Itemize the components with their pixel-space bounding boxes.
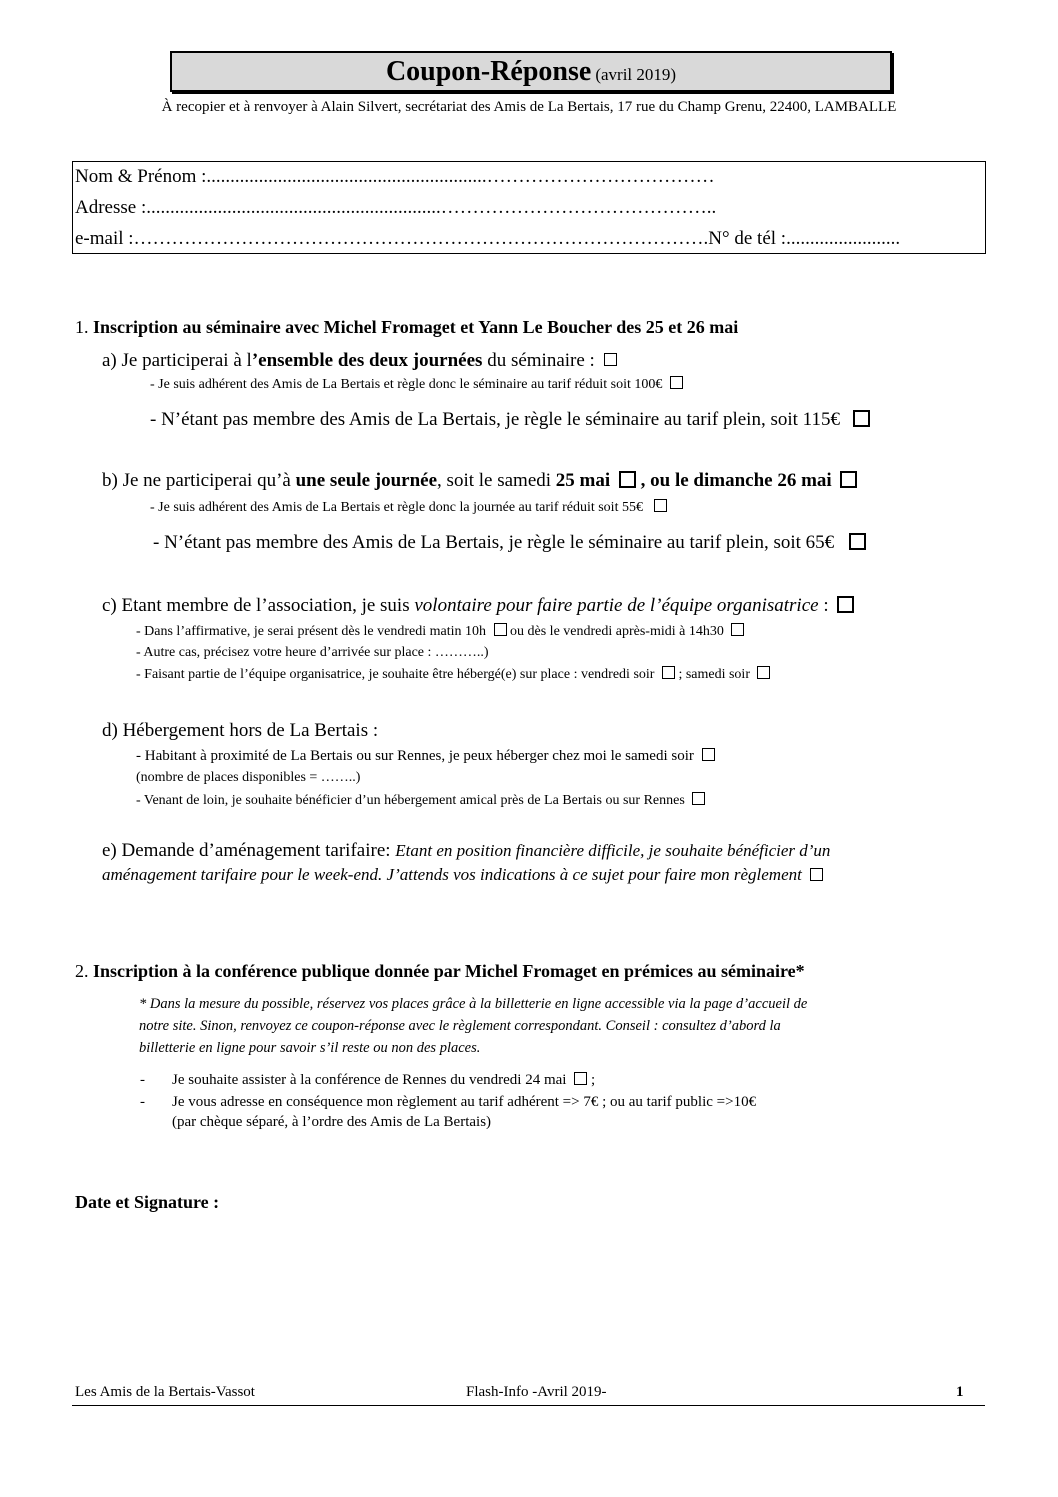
option-a2: - N’étant pas membre des Amis de La Bertais, je règle le séminaire au tarif plein, soit 115€ — [150, 409, 870, 431]
email-phone-field[interactable]: e-mail :……………………………………………………………………………….N° de tél :........................ — [75, 228, 901, 249]
checkbox-conference[interactable] — [574, 1072, 587, 1085]
option-b1: - Je suis adhérent des Amis de La Bertais et règle donc la journée au tarif réduit soit 55€ — [150, 500, 667, 516]
title-box — [170, 51, 892, 92]
option-d1b: (nombre de places disponibles = ……..) — [136, 770, 361, 785]
title-date: (avril 2019) — [595, 65, 677, 84]
note-line3: billetterie en ligne pour savoir s’il reste ou non des places. — [139, 1040, 481, 1056]
option-c2: - Autre cas, précisez votre heure d’arrivée sur place : ………..) — [136, 645, 489, 660]
checkbox-need-lodging[interactable] — [692, 792, 705, 805]
conference-item2b: (par chèque séparé, à l’ordre des Amis de La Bertais) — [172, 1114, 492, 1130]
section1-title: Inscription au séminaire avec Michel Fromaget et Yann Le Boucher des 25 et 26 mai — [93, 317, 739, 337]
footer-divider — [72, 1405, 985, 1406]
dash-2: - — [140, 1094, 145, 1110]
identity-box — [72, 161, 986, 254]
footer-center: Flash-Info -Avril 2019- — [466, 1384, 607, 1400]
option-e-line1: e) Demande d’aménagement tarifaire: Etant en position financière difficile, je souhaite bénéficier d’un — [102, 840, 831, 861]
option-c-line: c) Etant membre de l’association, je suis volontaire pour faire partie de l’équipe organisatrice : — [102, 595, 854, 617]
checkbox-sunday[interactable] — [840, 471, 857, 488]
option-b2: - N’étant pas membre des Amis de La Bertais, je règle le séminaire au tarif plein, soit 65€ — [153, 532, 866, 554]
return-address: À recopier et à renvoyer à Alain Silvert, secrétariat des Amis de La Bertais, 17 rue du Champ Grenu, 22400, LAMBALLE — [161, 99, 897, 115]
option-a-line: a) Je participerai à l’ensemble des deux journées du séminaire : — [102, 350, 617, 372]
checkbox-b-full[interactable] — [849, 533, 866, 550]
address-field[interactable]: Adresse :..............................................................…………………………………….. — [75, 197, 717, 218]
option-d2: - Venant de loin, je souhaite bénéficier d’un hébergement amical près de La Bertais ou sur Rennes — [136, 793, 705, 809]
signature-label: Date et Signature : — [75, 1192, 220, 1212]
note-line2: notre site. Sinon, renvoyez ce coupon-réponse avec le règlement correspondant. Conseil : consultez d’abord la — [139, 1018, 781, 1034]
dash-1: - — [140, 1072, 145, 1088]
option-e-line2: aménagement tarifaire pour le week-end. J’attends vos indications à ce sujet pour faire mon règlement — [102, 865, 823, 885]
name-field[interactable]: Nom & Prénom :...........................................................……………………………… — [75, 166, 715, 187]
checkbox-friday-afternoon[interactable] — [731, 623, 744, 636]
conference-item2: Je vous adresse en conséquence mon règlement au tarif adhérent => 7€ ; ou au tarif public =>10€ — [172, 1094, 757, 1110]
checkbox-host-saturday[interactable] — [757, 666, 770, 679]
checkbox-both-days[interactable] — [604, 353, 617, 366]
option-c3: - Faisant partie de l’équipe organisatrice, je souhaite être hébergé(e) sur place : vendredi soir ; samedi soir — [136, 667, 770, 683]
conference-item1: Je souhaite assister à la conférence de Rennes du vendredi 24 mai ; — [172, 1072, 596, 1088]
section2-title: Inscription à la conférence publique donnée par Michel Fromaget en prémices au séminaire* — [93, 961, 805, 981]
checkbox-a-full[interactable] — [853, 410, 870, 427]
option-a1: - Je suis adhérent des Amis de La Bertais et règle donc le séminaire au tarif réduit soit 100€ — [150, 377, 683, 393]
section1-heading: 1. Inscription au séminaire avec Michel Fromaget et Yann Le Boucher des 25 et 26 mai — [75, 317, 739, 337]
note-line1: * Dans la mesure du possible, réservez vos places grâce à la billetterie en ligne accessible via la page d’accueil de — [139, 996, 808, 1012]
checkbox-b-reduced[interactable] — [654, 499, 667, 512]
footer-left: Les Amis de la Bertais-Vassot — [75, 1384, 255, 1400]
option-d-title: d) Hébergement hors de La Bertais : — [102, 720, 379, 741]
checkbox-friday-morning[interactable] — [494, 623, 507, 636]
checkbox-a-reduced[interactable] — [670, 376, 683, 389]
checkbox-volunteer[interactable] — [837, 596, 854, 613]
section2-heading: 2. Inscription à la conférence publique donnée par Michel Fromaget en prémices au séminaire* — [75, 961, 805, 981]
checkbox-host-friday[interactable] — [662, 666, 675, 679]
option-c1: - Dans l’affirmative, je serai présent dès le vendredi matin 10h ou dès le vendredi après-midi à 14h30 — [136, 624, 744, 640]
checkbox-offer-lodging[interactable] — [702, 748, 715, 761]
checkbox-price-arrangement[interactable] — [810, 868, 823, 881]
page-title: Coupon-Réponse — [385, 56, 592, 87]
option-b-line: b) Je ne participerai qu’à une seule journée, soit le samedi 25 mai , ou le dimanche 26 mai — [102, 470, 857, 492]
page-number: 1 — [956, 1384, 964, 1400]
checkbox-saturday[interactable] — [619, 471, 636, 488]
option-d1: - Habitant à proximité de La Bertais ou sur Rennes, je peux héberger chez moi le samedi soir — [136, 748, 715, 765]
